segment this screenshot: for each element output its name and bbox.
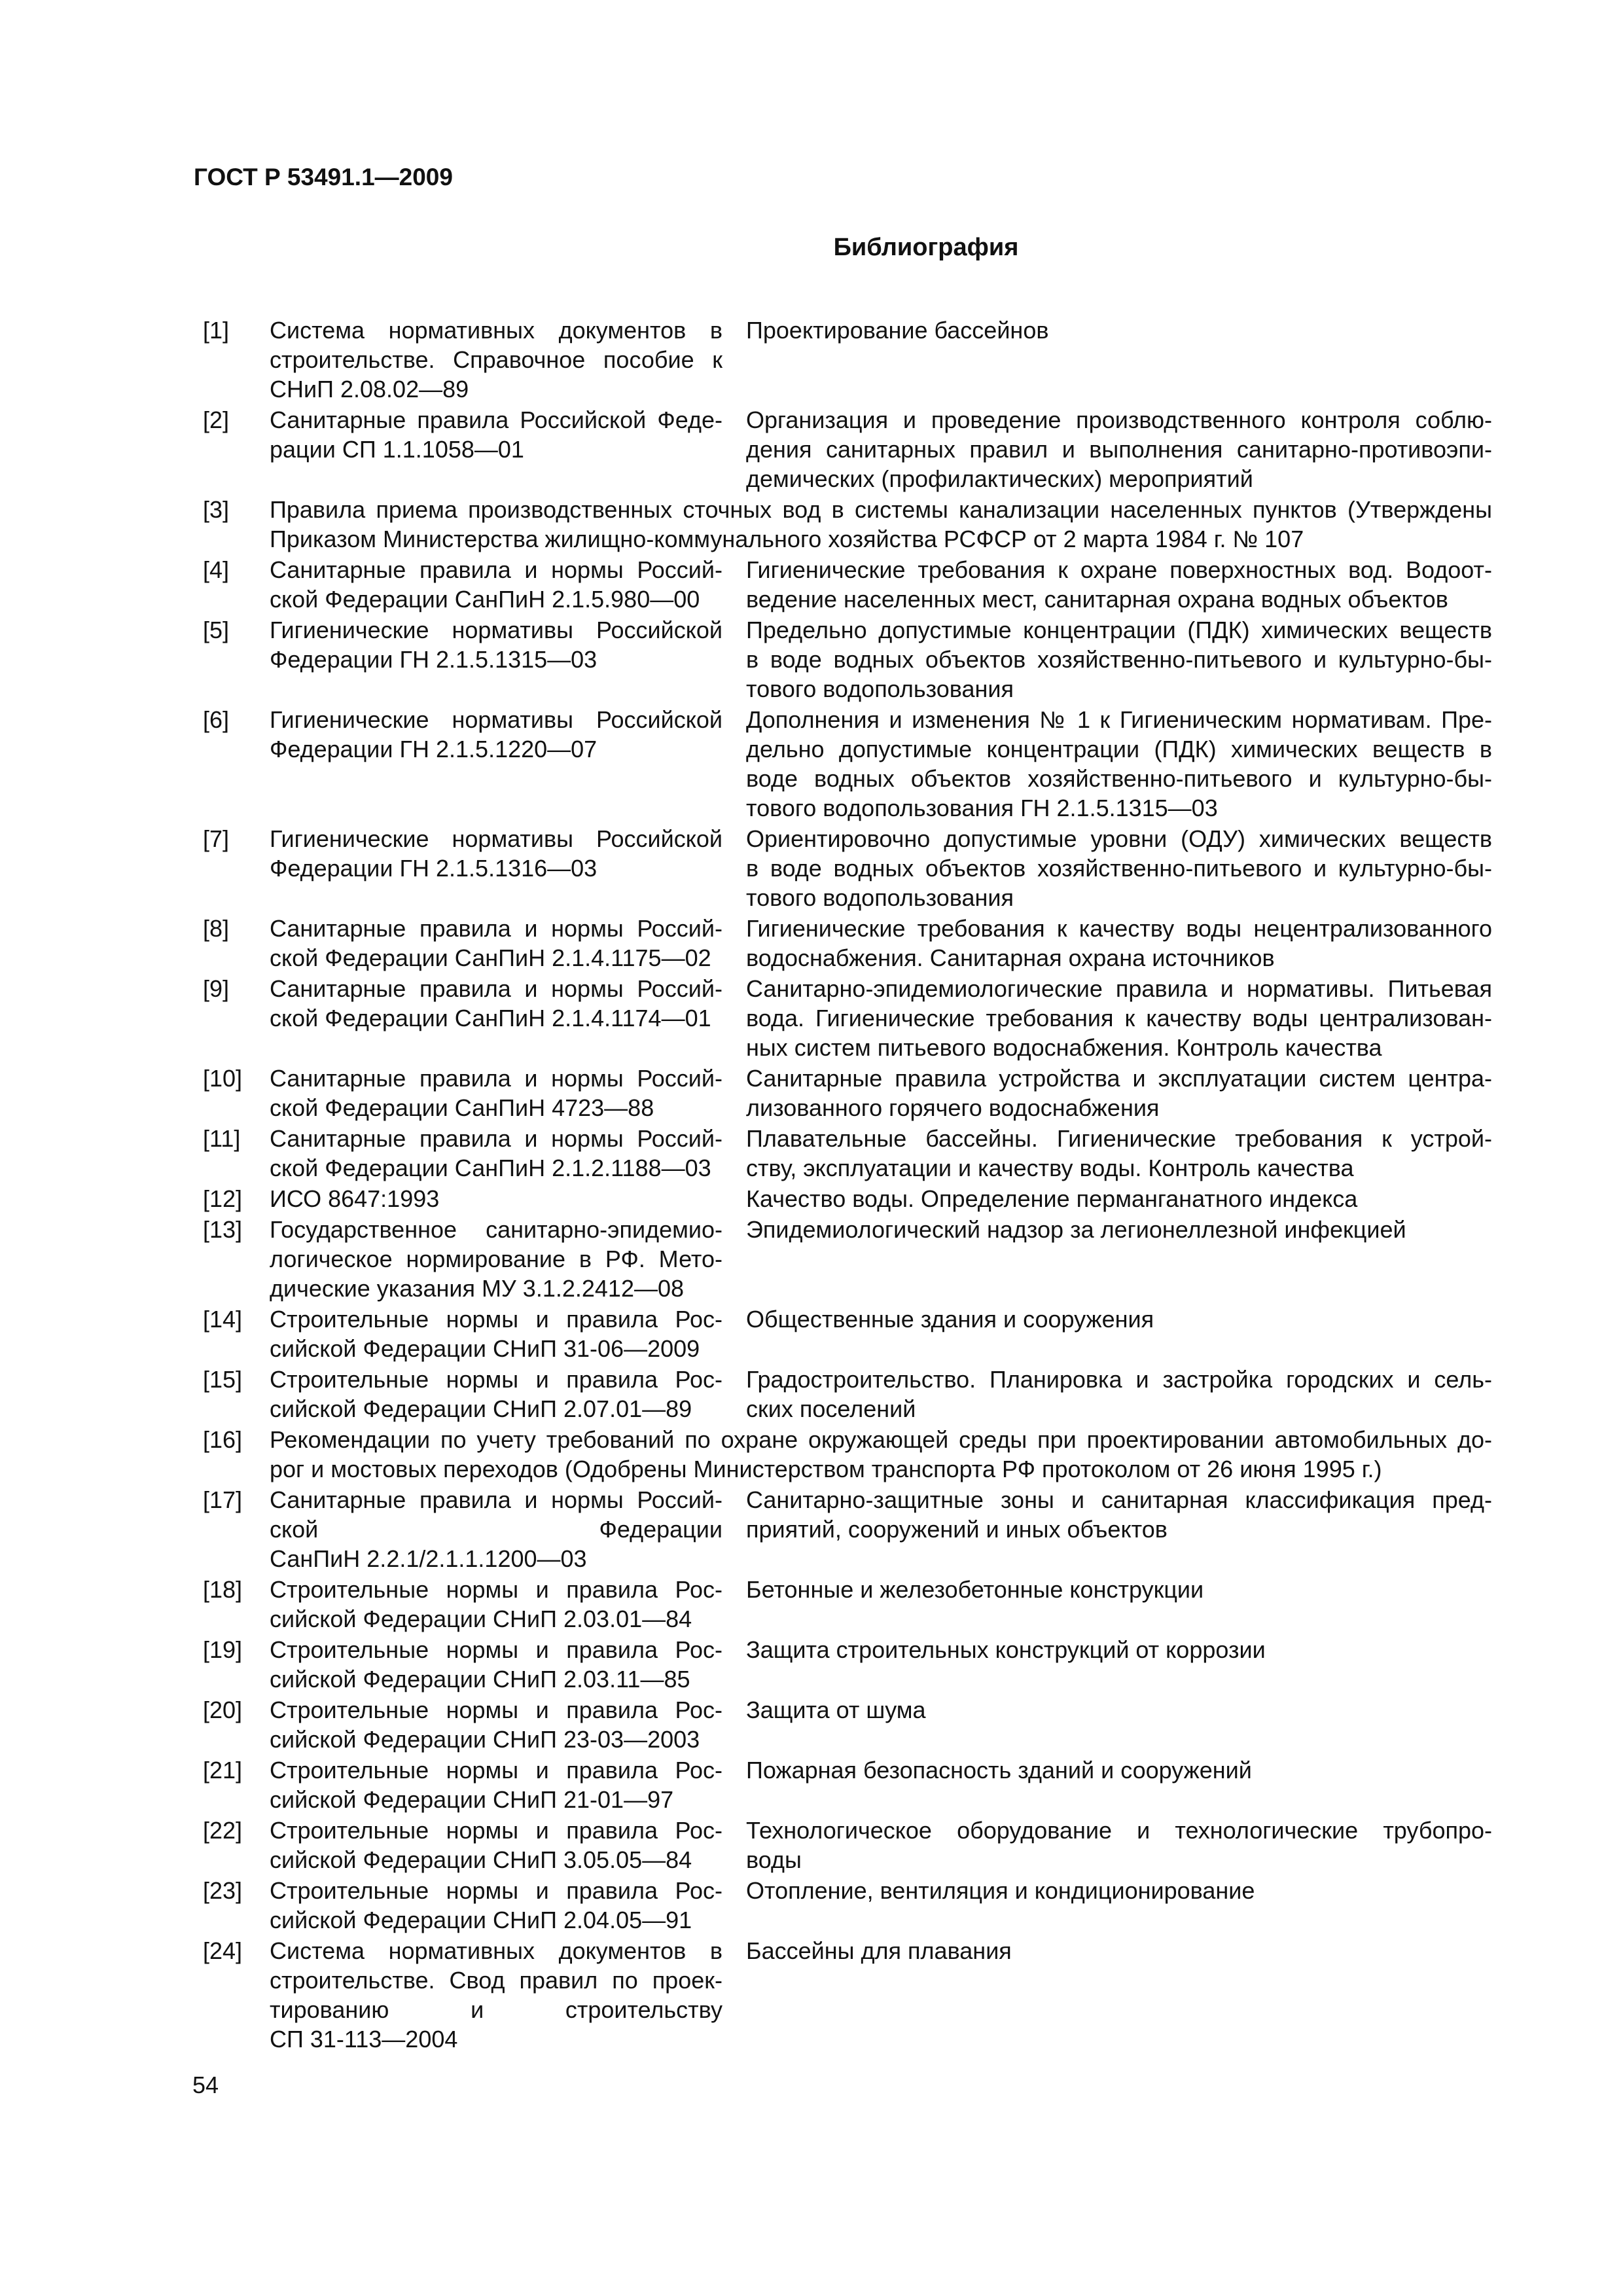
entry-source bbox=[270, 1755, 746, 1814]
entry-source bbox=[270, 1575, 746, 1634]
entry-title bbox=[746, 1695, 1492, 1754]
entry-number: [15] bbox=[203, 1366, 243, 1393]
entry-source-line: сийской Федерации СНиП 2.07.01—89 bbox=[270, 1395, 692, 1422]
entry-title bbox=[746, 1816, 1492, 1874]
entry-title-line: дельно допустимые концентрации (ПДК) химических веществ в bbox=[746, 736, 1492, 762]
entry-title-line: Эпидемиологический надзор за легионеллезной инфекцией bbox=[746, 1216, 1406, 1243]
entry-title-line: в воде водных объектов хозяйственно-питьевого и культурно-бы- bbox=[746, 855, 1492, 882]
bibliography-entry bbox=[203, 705, 1492, 823]
entry-number: [19] bbox=[203, 1636, 243, 1663]
entry-title-line: воде водных объектов хозяйственно-питьевого и культурно-бы- bbox=[746, 765, 1492, 792]
entry-source-line: Строительные нормы и правила Рос- bbox=[270, 1366, 722, 1393]
entry-source-line: Система нормативных документов в bbox=[270, 317, 722, 344]
bibliography-entry bbox=[203, 495, 1492, 554]
entry-title-line: Дополнения и изменения № 1 к Гигиеническим нормативам. Пре- bbox=[746, 706, 1492, 733]
entry-source-line: сийской Федерации СНиП 21-01—97 bbox=[270, 1786, 674, 1813]
entry-source-line: Гигиенические нормативы Российской bbox=[270, 825, 722, 852]
entry-number: [14] bbox=[203, 1306, 243, 1333]
entry-text-line: Рекомендации по учету требований по охране окружающей среды при проектировании автомобильных до- bbox=[270, 1426, 1492, 1453]
entry-number: [24] bbox=[203, 1937, 243, 1964]
entry-source bbox=[270, 1184, 746, 1213]
entry-text-line: рог и мостовых переходов (Одобрены Министерством транспорта РФ протоколом от 26 июня 1995 г.) bbox=[270, 1456, 1382, 1482]
entry-source-line: СНиП 2.08.02—89 bbox=[270, 376, 469, 403]
entry-number: [4] bbox=[203, 556, 230, 583]
bibliography-entry bbox=[203, 1365, 1492, 1424]
entry-title bbox=[746, 1575, 1492, 1634]
entry-number: [18] bbox=[203, 1576, 243, 1603]
entry-source-line: ской Федерации СанПиН 4723—88 bbox=[270, 1094, 654, 1121]
entry-source-line: логическое нормирование в РФ. Мето- bbox=[270, 1246, 722, 1272]
entry-number: [9] bbox=[203, 975, 230, 1002]
entry-number: [22] bbox=[203, 1817, 243, 1844]
bibliography-entry bbox=[203, 615, 1492, 704]
entry-title-line: Защита от шума bbox=[746, 1696, 926, 1723]
entry-source-line: Система нормативных документов в bbox=[270, 1937, 722, 1964]
entry-title bbox=[746, 1635, 1492, 1694]
entry-text bbox=[270, 1425, 1492, 1484]
entry-number: [11] bbox=[203, 1125, 241, 1152]
entry-number: [13] bbox=[203, 1216, 243, 1243]
entry-title-line: водоснабжения. Санитарная охрана источников bbox=[746, 944, 1275, 971]
bibliography-entry bbox=[203, 1064, 1492, 1122]
entry-source-line: ской Федерации СанПиН 2.1.2.1188—03 bbox=[270, 1155, 711, 1181]
entry-title bbox=[746, 555, 1492, 614]
bibliography-entry bbox=[203, 974, 1492, 1062]
entry-title bbox=[746, 615, 1492, 704]
entry-source bbox=[270, 1876, 746, 1935]
entry-text-line: Правила приема производственных сточных вод в системы канализации населенных пунктов (Утверждены bbox=[270, 496, 1492, 523]
bibliography-entry bbox=[203, 1184, 1492, 1213]
entry-title-line: тового водопользования bbox=[746, 884, 1014, 911]
entry-number: [10] bbox=[203, 1065, 243, 1092]
bibliography-entry bbox=[203, 1215, 1492, 1303]
entry-source-line: Федерации ГН 2.1.5.1220—07 bbox=[270, 736, 597, 762]
bibliography-entry bbox=[203, 1876, 1492, 1935]
entry-title bbox=[746, 974, 1492, 1062]
document-code: ГОСТ Р 53491.1—2009 bbox=[194, 164, 453, 190]
entry-title bbox=[746, 1485, 1492, 1573]
entry-source-line: Строительные нормы и правила Рос- bbox=[270, 1636, 722, 1663]
bibliography-entry bbox=[203, 1425, 1492, 1484]
entry-text-line: Приказом Министерства жилищно-коммунального хозяйства РСФСР от 2 марта 1984 г. № 107 bbox=[270, 526, 1304, 552]
entry-number: [17] bbox=[203, 1486, 243, 1513]
entry-title-line: Градостроительство. Планировка и застройка городских и сель- bbox=[746, 1366, 1492, 1393]
entry-title-line: Качество воды. Определение перманганатного индекса bbox=[746, 1185, 1358, 1212]
entry-source-line: тированию и строительству bbox=[270, 1996, 722, 2023]
entry-title-line: ских поселений bbox=[746, 1395, 916, 1422]
entry-number: [16] bbox=[203, 1426, 243, 1453]
entry-source-line: ской Федерации СанПиН 2.1.5.980—00 bbox=[270, 586, 700, 613]
entry-source-line: Строительные нормы и правила Рос- bbox=[270, 1757, 722, 1784]
entry-title bbox=[746, 1755, 1492, 1814]
entry-source bbox=[270, 1695, 746, 1754]
entry-source bbox=[270, 1064, 746, 1122]
entry-source-line: строительстве. Справочное пособие к bbox=[270, 346, 722, 373]
entry-title bbox=[746, 1064, 1492, 1122]
entry-title-line: Проектирование бассейнов bbox=[746, 317, 1049, 344]
entry-source-line: СанПиН 2.2.1/2.1.1.1200—03 bbox=[270, 1545, 587, 1572]
entry-number: [3] bbox=[203, 496, 230, 523]
entry-number: [23] bbox=[203, 1877, 243, 1904]
entry-source-line: Санитарные правила и нормы Россий- bbox=[270, 1065, 722, 1092]
entry-source-line: дические указания МУ 3.1.2.2412—08 bbox=[270, 1275, 685, 1302]
bibliography-list bbox=[203, 315, 1492, 2055]
bibliography-entry bbox=[203, 1635, 1492, 1694]
bibliography-entry bbox=[203, 1304, 1492, 1363]
entry-title-line: ведение населенных мест, санитарная охрана водных объектов bbox=[746, 586, 1448, 613]
entry-source-line: ской Федерации СанПиН 2.1.4.1174—01 bbox=[270, 1005, 711, 1031]
entry-title-line: тового водопользования ГН 2.1.5.1315—03 bbox=[746, 795, 1218, 821]
entry-title bbox=[746, 914, 1492, 973]
bibliography-entry bbox=[203, 1695, 1492, 1754]
bibliography-entry bbox=[203, 1755, 1492, 1814]
entry-source bbox=[270, 1485, 746, 1573]
entry-source-line: Санитарные правила и нормы Россий- bbox=[270, 1125, 722, 1152]
entry-title bbox=[746, 1304, 1492, 1363]
bibliography-entry bbox=[203, 1936, 1492, 2054]
entry-source-line: сийской Федерации СНиП 2.04.05—91 bbox=[270, 1907, 692, 1933]
entry-title bbox=[746, 1184, 1492, 1213]
entry-source-line: сийской Федерации СНиП 2.03.11—85 bbox=[270, 1666, 690, 1693]
entry-title bbox=[746, 315, 1492, 404]
bibliography-entry bbox=[203, 555, 1492, 614]
entry-source bbox=[270, 1215, 746, 1303]
bibliography-entry bbox=[203, 405, 1492, 493]
entry-title-line: Гигиенические требования к качеству воды нецентрализованного bbox=[746, 915, 1492, 942]
entry-source bbox=[270, 315, 746, 404]
entry-number: [12] bbox=[203, 1185, 243, 1212]
entry-source-line: ИСО 8647:1993 bbox=[270, 1185, 440, 1212]
entry-title-line: Технологическое оборудование и технологические трубопро- bbox=[746, 1817, 1492, 1844]
entry-source-line: Федерации ГН 2.1.5.1316—03 bbox=[270, 855, 597, 882]
entry-number: [2] bbox=[203, 406, 230, 433]
bibliography-entry bbox=[203, 824, 1492, 912]
entry-source-line: Санитарные правила и нормы Россий- bbox=[270, 1486, 722, 1513]
entry-source-line: СП 31-113—2004 bbox=[270, 2026, 458, 2053]
entry-source-line: Государственное санитарно-эпидемио- bbox=[270, 1216, 722, 1243]
entry-source-line: Строительные нормы и правила Рос- bbox=[270, 1576, 722, 1603]
entry-source-line: сийской Федерации СНиП 23-03—2003 bbox=[270, 1726, 700, 1753]
bibliography-title: Библиография bbox=[833, 234, 1019, 261]
entry-source bbox=[270, 1816, 746, 1874]
entry-title-line: Санитарно-эпидемиологические правила и нормативы. Питьевая bbox=[746, 975, 1492, 1002]
entry-title-line: Отопление, вентиляция и кондиционирование bbox=[746, 1877, 1255, 1904]
entry-source-line: ской Федерации СанПиН 2.1.4.1175—02 bbox=[270, 944, 711, 971]
entry-source bbox=[270, 555, 746, 614]
entry-source-line: Федерации ГН 2.1.5.1315—03 bbox=[270, 646, 597, 673]
entry-source-line: рации СП 1.1.1058—01 bbox=[270, 436, 524, 463]
entry-title-line: ству, эксплуатации и качеству воды. Контроль качества bbox=[746, 1155, 1354, 1181]
entry-title-line: ных систем питьевого водоснабжения. Контроль качества bbox=[746, 1034, 1382, 1061]
entry-source-line: Санитарные правила и нормы Россий- bbox=[270, 556, 722, 583]
bibliography-entry bbox=[203, 1485, 1492, 1573]
entry-title bbox=[746, 1936, 1492, 2054]
entry-source-line: ской Федерации bbox=[270, 1516, 722, 1543]
entry-source bbox=[270, 824, 746, 912]
entry-title-line: демических (профилактических) мероприятий bbox=[746, 465, 1253, 492]
entry-source bbox=[270, 1304, 746, 1363]
entry-title bbox=[746, 1124, 1492, 1183]
entry-number: [5] bbox=[203, 617, 230, 643]
entry-source-line: Строительные нормы и правила Рос- bbox=[270, 1306, 722, 1333]
entry-number: [8] bbox=[203, 915, 230, 942]
entry-title bbox=[746, 824, 1492, 912]
entry-title-line: тового водопользования bbox=[746, 675, 1014, 702]
bibliography-entry bbox=[203, 914, 1492, 973]
entry-source-line: Санитарные правила и нормы Россий- bbox=[270, 915, 722, 942]
entry-title-line: Организация и проведение производственного контроля соблю- bbox=[746, 406, 1492, 433]
entry-source-line: Строительные нормы и правила Рос- bbox=[270, 1877, 722, 1904]
entry-source bbox=[270, 405, 746, 493]
entry-title-line: воды bbox=[746, 1846, 802, 1873]
entry-title-line: лизованного горячего водоснабжения bbox=[746, 1094, 1160, 1121]
entry-title-line: в воде водных объектов хозяйственно-питьевого и культурно-бы- bbox=[746, 646, 1492, 673]
entry-title-line: дения санитарных правил и выполнения санитарно-противоэпи- bbox=[746, 436, 1492, 463]
bibliography-entry bbox=[203, 1124, 1492, 1183]
entry-title-line: Плавательные бассейны. Гигиенические требования к устрой- bbox=[746, 1125, 1492, 1152]
entry-title-line: Общественные здания и сооружения bbox=[746, 1306, 1154, 1333]
entry-title-line: Ориентировочно допустимые уровни (ОДУ) химических веществ bbox=[746, 825, 1492, 852]
entry-text bbox=[270, 495, 1492, 554]
entry-source-line: Гигиенические нормативы Российской bbox=[270, 706, 722, 733]
page-number: 54 bbox=[192, 2072, 219, 2098]
entry-title bbox=[746, 1215, 1492, 1303]
entry-number: [1] bbox=[203, 317, 230, 344]
entry-title-line: Бетонные и железобетонные конструкции bbox=[746, 1576, 1204, 1603]
entry-source-line: Санитарные правила и нормы Россий- bbox=[270, 975, 722, 1002]
entry-source bbox=[270, 974, 746, 1062]
entry-source-line: сийской Федерации СНиП 3.05.05—84 bbox=[270, 1846, 692, 1873]
entry-source bbox=[270, 1936, 746, 2054]
entry-title bbox=[746, 1365, 1492, 1424]
entry-title-line: Пожарная безопасность зданий и сооружений bbox=[746, 1757, 1252, 1784]
entry-number: [20] bbox=[203, 1696, 243, 1723]
entry-title-line: Бассейны для плавания bbox=[746, 1937, 1012, 1964]
entry-number: [7] bbox=[203, 825, 230, 852]
entry-source bbox=[270, 914, 746, 973]
entry-source-line: Строительные нормы и правила Рос- bbox=[270, 1817, 722, 1844]
entry-title-line: Защита строительных конструкций от коррозии bbox=[746, 1636, 1266, 1663]
entry-source-line: Гигиенические нормативы Российской bbox=[270, 617, 722, 643]
entry-source-line: Строительные нормы и правила Рос- bbox=[270, 1696, 722, 1723]
entry-title-line: Санитарные правила устройства и эксплуатации систем центра- bbox=[746, 1065, 1492, 1092]
entry-source bbox=[270, 1635, 746, 1694]
entry-number: [21] bbox=[203, 1757, 243, 1784]
bibliography-entry bbox=[203, 1816, 1492, 1874]
entry-source bbox=[270, 1124, 746, 1183]
entry-title bbox=[746, 705, 1492, 823]
entry-title-line: вода. Гигиенические требования к качеству воды централизован- bbox=[746, 1005, 1492, 1031]
entry-source-line: Санитарные правила Российской Феде- bbox=[270, 406, 722, 433]
entry-title bbox=[746, 405, 1492, 493]
entry-title bbox=[746, 1876, 1492, 1935]
bibliography-entry bbox=[203, 1575, 1492, 1634]
entry-title-line: Санитарно-защитные зоны и санитарная классификация пред- bbox=[746, 1486, 1492, 1513]
entry-title-line: Гигиенические требования к охране поверхностных вод. Водоот- bbox=[746, 556, 1492, 583]
entry-source bbox=[270, 705, 746, 823]
entry-source-line: строительстве. Свод правил по проек- bbox=[270, 1967, 722, 1994]
entry-source bbox=[270, 615, 746, 704]
entry-source-line: сийской Федерации СНиП 31-06—2009 bbox=[270, 1335, 700, 1362]
entry-source-line: сийской Федерации СНиП 2.03.01—84 bbox=[270, 1605, 692, 1632]
entry-title-line: приятий, сооружений и иных объектов bbox=[746, 1516, 1168, 1543]
bibliography-entry bbox=[203, 315, 1492, 404]
entry-title-line: Предельно допустимые концентрации (ПДК) химических веществ bbox=[746, 617, 1492, 643]
entry-source bbox=[270, 1365, 746, 1424]
entry-number: [6] bbox=[203, 706, 230, 733]
